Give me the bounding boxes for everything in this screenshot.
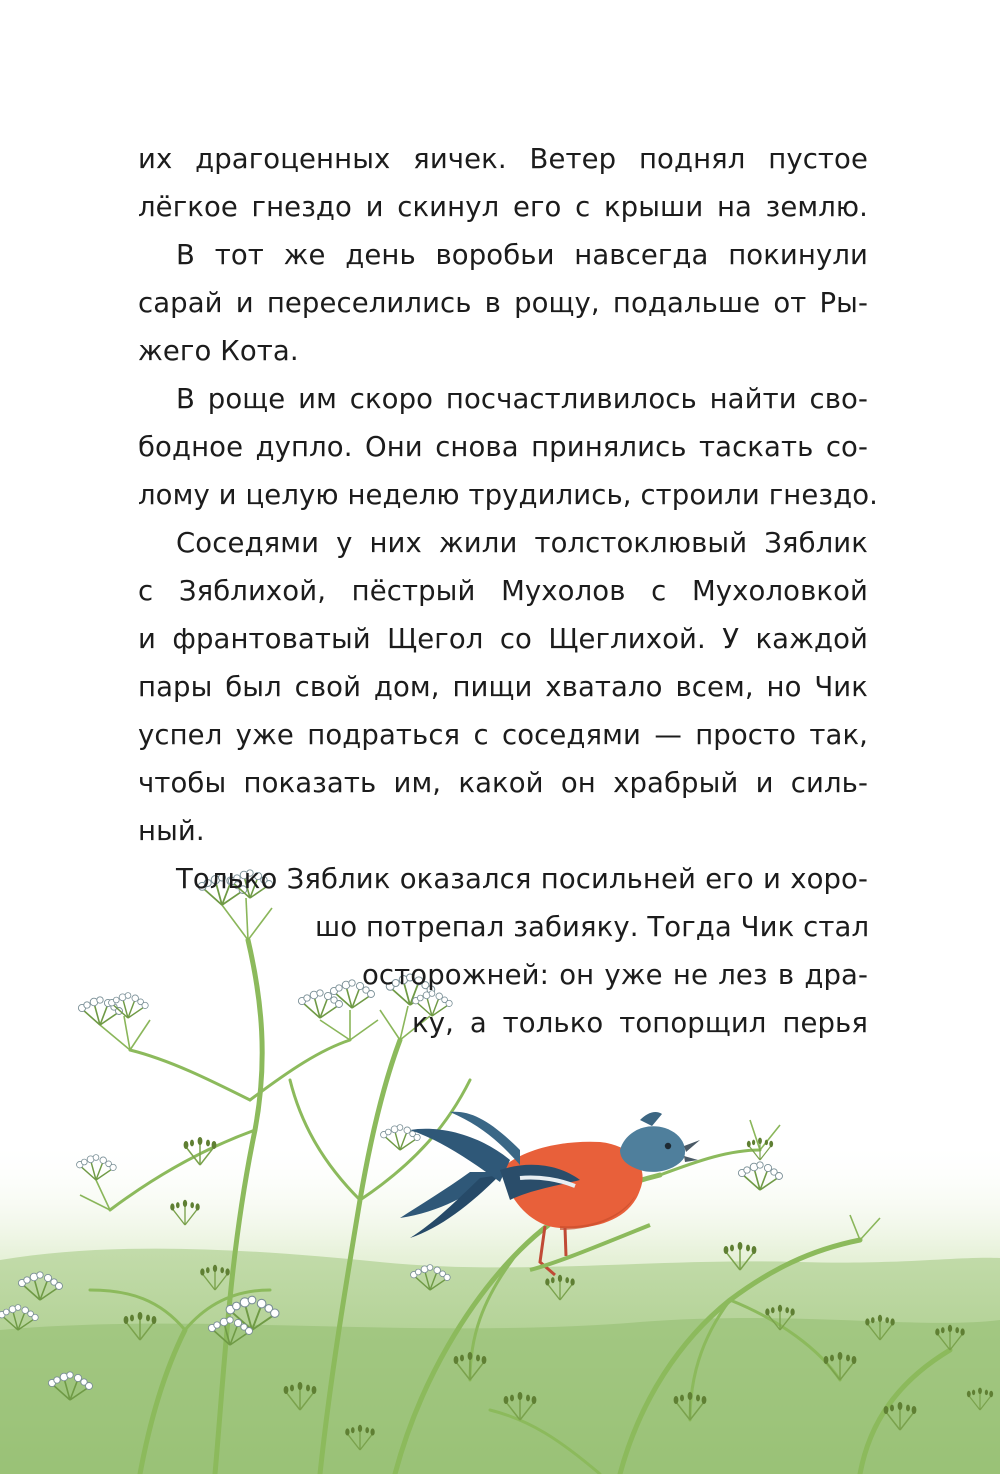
text-line: ку, а только топорщил перья — [412, 1007, 868, 1039]
text-line: успел уже подраться с соседями — просто так, — [138, 719, 868, 751]
text-line: шо потрепал забияку. Тогда Чик стал — [315, 911, 870, 943]
text-line: лому и целую неделю трудились, строили гнездо. — [138, 479, 878, 511]
text-line: их драгоценных яичек. Ветер поднял пустое — [138, 143, 868, 175]
text-line: сарай и переселились в рощу, подальше от Ры- — [138, 287, 868, 319]
text-line: Соседями у них жили толстоклювый Зяблик — [176, 527, 868, 559]
text-line: В роще им скоро посчастливилось найти сво- — [176, 383, 868, 415]
text-line: жего Кота. — [138, 335, 299, 367]
text-line: с Зяблихой, пёстрый Мухолов с Мухоловкой — [138, 575, 868, 607]
text-line: пары был свой дом, пищи хватало всем, но Чик — [138, 671, 868, 703]
text-line: ный. — [138, 815, 205, 847]
text-line: В тот же день воробьи навсегда покинули — [176, 239, 868, 271]
text-line: осторожней: он уже не лез в дра- — [362, 959, 868, 991]
text-line: чтобы показать им, какой он храбрый и силь- — [138, 767, 868, 799]
text-line: лёгкое гнездо и скинул его с крыши на землю. — [138, 191, 868, 223]
text-line: и франтоватый Щегол со Щеглихой. У каждой — [138, 623, 868, 655]
text-line: бодное дупло. Они снова принялись таскать со- — [138, 431, 868, 463]
text-line: Только Зяблик оказался посильней его и хоро- — [176, 863, 868, 895]
